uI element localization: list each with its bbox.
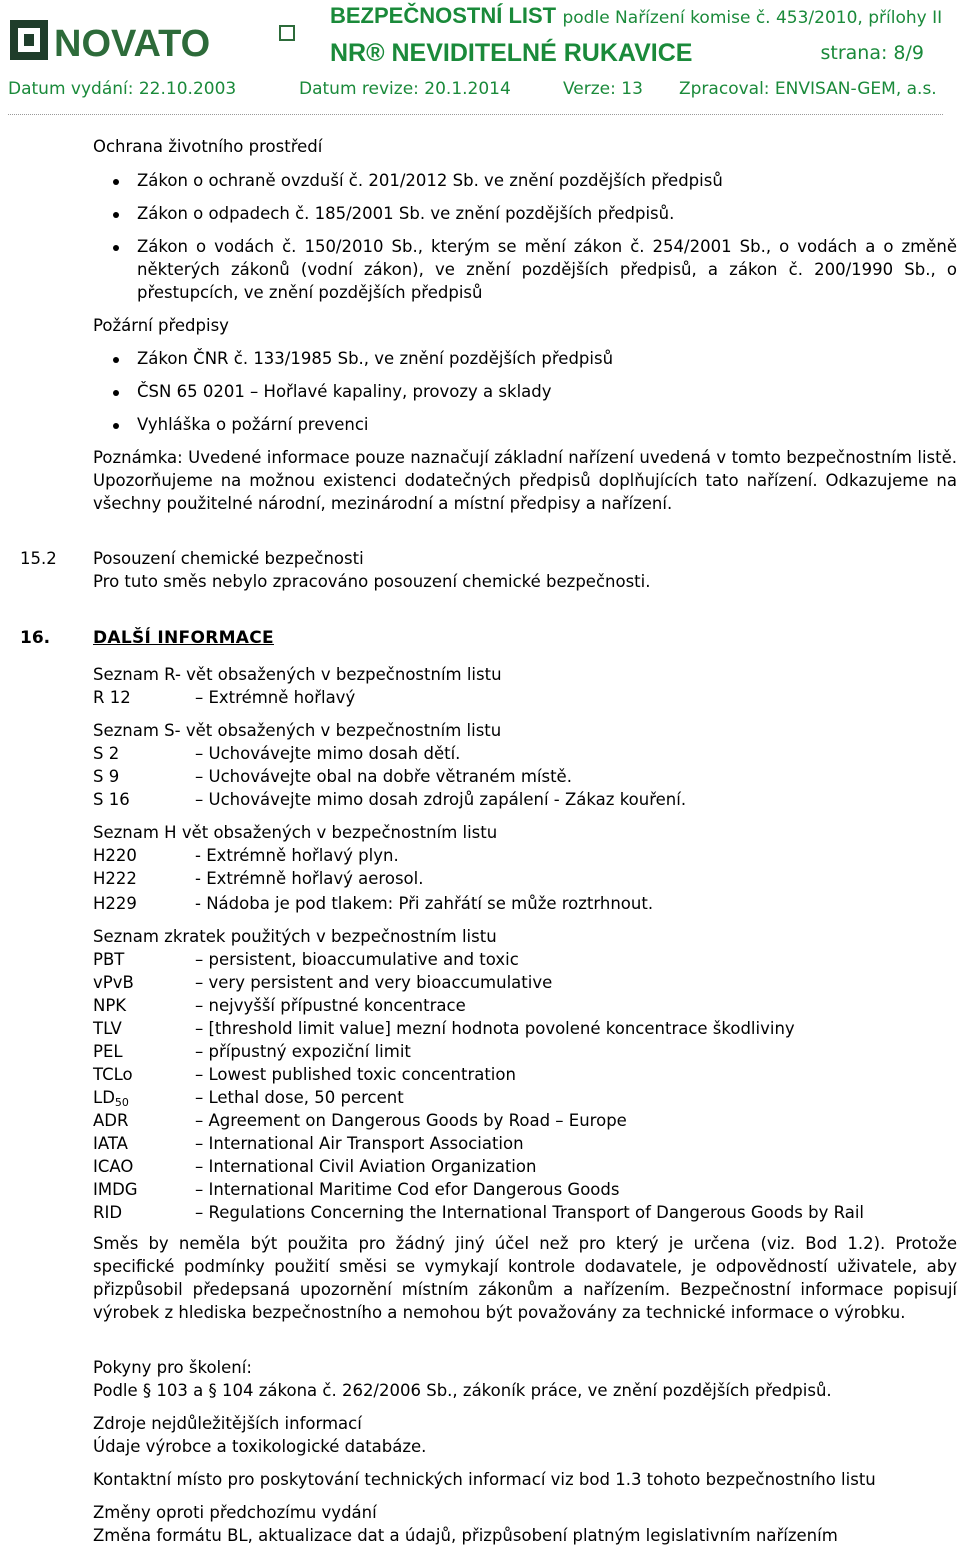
training-text: Podle § 103 a § 104 zákona č. 262/2006 Sb., zákoník práce, ve znění pozdějších předpisů. <box>93 1381 832 1400</box>
version: Verze: 13 <box>563 79 643 99</box>
page-number: strana: 8/9 <box>820 42 924 64</box>
abbreviation-text: – International Air Transport Association <box>195 1134 524 1153</box>
phrase-code: H229 <box>93 894 137 913</box>
phrase-text: – Uchovávejte mimo dosah zdrojů zapálení - Zákaz kouření. <box>195 790 687 809</box>
abbreviation-text: – persistent, bioaccumulative and toxic <box>195 950 519 969</box>
bullet-icon <box>113 390 119 396</box>
abbreviation-text: – [threshold limit value] mezní hodnota povolené koncentrace škodliviny <box>195 1019 795 1038</box>
sources-heading: Zdroje nejdůležitějších informací <box>93 1414 362 1433</box>
contact-text: Kontaktní místo pro poskytování technických informací viz bod 1.3 tohoto bezpečnostního listu <box>93 1470 876 1489</box>
phrase-code: R 12 <box>93 688 131 707</box>
usage-text: Směs by neměla být použita pro žádný jiný účel než pro který je určena (viz. Bod 1.2). Protože specifické podmínky použití směsi se vymykají kontrole dodavatele, je odpovědností uživatele, aby přizpůsobil předepsaná upozornění místním zákonům a nařízením. Bezpečnostní informace popisují výrobek z hlediska bezpečnostního a nemohou být považovány za technické informace o výrobku. <box>93 1234 957 1322</box>
abbreviation-code: TCLo <box>93 1065 133 1084</box>
phrase-code: S 9 <box>93 767 120 786</box>
phrase-text: – Uchovávejte mimo dosah dětí. <box>195 744 461 763</box>
issue-date: Datum vydání: 22.10.2003 <box>8 79 237 99</box>
abbreviation-code: vPvB <box>93 973 134 992</box>
section-number: 15.2 <box>20 549 57 568</box>
phrase-code: S 2 <box>93 744 120 763</box>
abbreviation-text: – přípustný expoziční limit <box>195 1042 411 1061</box>
page-header <box>0 0 960 120</box>
abbreviation-text: – International Civil Aviation Organization <box>195 1157 537 1176</box>
bullet-icon <box>113 357 119 363</box>
environment-item: Zákon o vodách č. 150/2010 Sb., kterým se mění zákon č. 254/2001 Sb., o vodách a o změně některých zákonů (vodní zákon), ve znění pozdějších předpisů, a zákon č. 200/1990 Sb., o přestupcích, ve znění pozdějších předpisů <box>137 237 957 302</box>
document-meta <box>8 78 953 100</box>
abbreviation-code: IATA <box>93 1134 128 1153</box>
abbreviation-text: – Lethal dose, 50 percent <box>195 1088 404 1107</box>
environment-item: Zákon o ochraně ovzduší č. 201/2012 Sb. ve znění pozdějších předpisů <box>137 171 723 190</box>
author: Zpracoval: ENVISAN-GEM, a.s. <box>679 79 937 99</box>
abbreviation-code: $LD_{50}$ <box>93 1088 129 1109</box>
revision-date: Datum revize: 20.1.2014 <box>299 79 511 99</box>
header-divider <box>8 114 943 115</box>
phrase-text: - Nádoba je pod tlakem: Při zahřátí se může roztrhnout. <box>195 894 654 913</box>
abbreviation-text: – Regulations Concerning the International Transport of Dangerous Goods by Rail <box>195 1203 865 1222</box>
abbreviation-code: ICAO <box>93 1157 134 1176</box>
section-title: Posouzení chemické bezpečnosti <box>93 549 364 568</box>
phrase-text: – Extrémně hořlavý <box>195 688 356 707</box>
novato-logo <box>8 16 298 66</box>
changes-text: Změna formátu BL, aktualizace dat a údajů, přizpůsobení platným legislativním nařízením <box>93 1526 838 1545</box>
abbreviation-code: RID <box>93 1203 123 1222</box>
phrase-text: – Uchovávejte obal na dobře větraném místě. <box>195 767 572 786</box>
product-name: NR® NEVIDITELNÉ RUKAVICE <box>330 39 693 67</box>
phrase-code: H220 <box>93 846 137 865</box>
bullet-icon <box>113 212 119 218</box>
regulatory-note: Poznámka: Uvedené informace pouze naznačují základní nařízení uvedená v tomto bezpečnostním listě. Upozorňujeme na možnou existenci dodatečných předpisů doplňujících tato nařízení. Odkazujeme na všechny použitelné národní, mezinárodní a místní předpisy a nařízení. <box>93 448 957 513</box>
s-phrases-heading: Seznam S- vět obsažených v bezpečnostním listu <box>93 721 502 740</box>
environment-item: Zákon o odpadech č. 185/2001 Sb. ve znění pozdějších předpisů. <box>137 204 675 223</box>
phrase-text: - Extrémně hořlavý plyn. <box>195 846 399 865</box>
phrase-code: S 16 <box>93 790 130 809</box>
abbreviation-text: – Lowest published toxic concentration <box>195 1065 516 1084</box>
bullet-icon <box>113 423 119 429</box>
abbreviation-text: – nejvyšší přípustné koncentrace <box>195 996 466 1015</box>
section-number: 16. <box>20 628 51 648</box>
h-phrases-heading: Seznam H vět obsažených v bezpečnostním listu <box>93 823 498 842</box>
section-text: Pro tuto směs nebylo zpracováno posouzení chemické bezpečnosti. <box>93 572 651 591</box>
abbreviation-code: PEL <box>93 1042 123 1061</box>
fire-item: Zákon ČNR č. 133/1985 Sb., ve znění pozdějších předpisů <box>137 349 614 368</box>
changes-heading: Změny oproti předchozímu vydání <box>93 1503 377 1522</box>
abbreviations-heading: Seznam zkratek použitých v bezpečnostním listu <box>93 927 497 946</box>
abbreviation-text: – very persistent and very bioaccumulative <box>195 973 553 992</box>
sources-text: Údaje výrobce a toxikologické databáze. <box>93 1437 427 1456</box>
abbreviation-code: IMDG <box>93 1180 138 1199</box>
logo-text: NOVATO <box>54 23 211 65</box>
abbreviation-code: TLV <box>93 1019 122 1038</box>
r-phrases-heading: Seznam R- vět obsažených v bezpečnostním listu <box>93 665 502 684</box>
fire-item: Vyhláška o požární prevenci <box>137 415 369 434</box>
section-title: DALŠÍ INFORMACE <box>93 628 274 648</box>
abbreviation-code: ADR <box>93 1111 129 1130</box>
abbreviation-text: – Agreement on Dangerous Goods by Road – Europe <box>195 1111 627 1130</box>
fire-item: ČSN 65 0201 – Hořlavé kapaliny, provozy a sklady <box>137 382 552 401</box>
abbreviation-text: – International Maritime Cod efor Dangerous Goods <box>195 1180 620 1199</box>
phrase-text: - Extrémně hořlavý aerosol. <box>195 869 424 888</box>
document-title: BEZPEČNOSTNÍ LIST podle Nařízení komise č. 453/2010, přílohy II <box>330 3 943 28</box>
abbreviation-code: PBT <box>93 950 125 969</box>
fire-heading: Požární předpisy <box>93 316 229 335</box>
phrase-code: H222 <box>93 869 137 888</box>
abbreviation-code: NPK <box>93 996 127 1015</box>
bullet-icon <box>113 179 119 185</box>
training-heading: Pokyny pro školení: <box>93 1358 252 1377</box>
environment-heading: Ochrana životního prostředí <box>93 137 323 156</box>
bullet-icon <box>113 245 119 251</box>
